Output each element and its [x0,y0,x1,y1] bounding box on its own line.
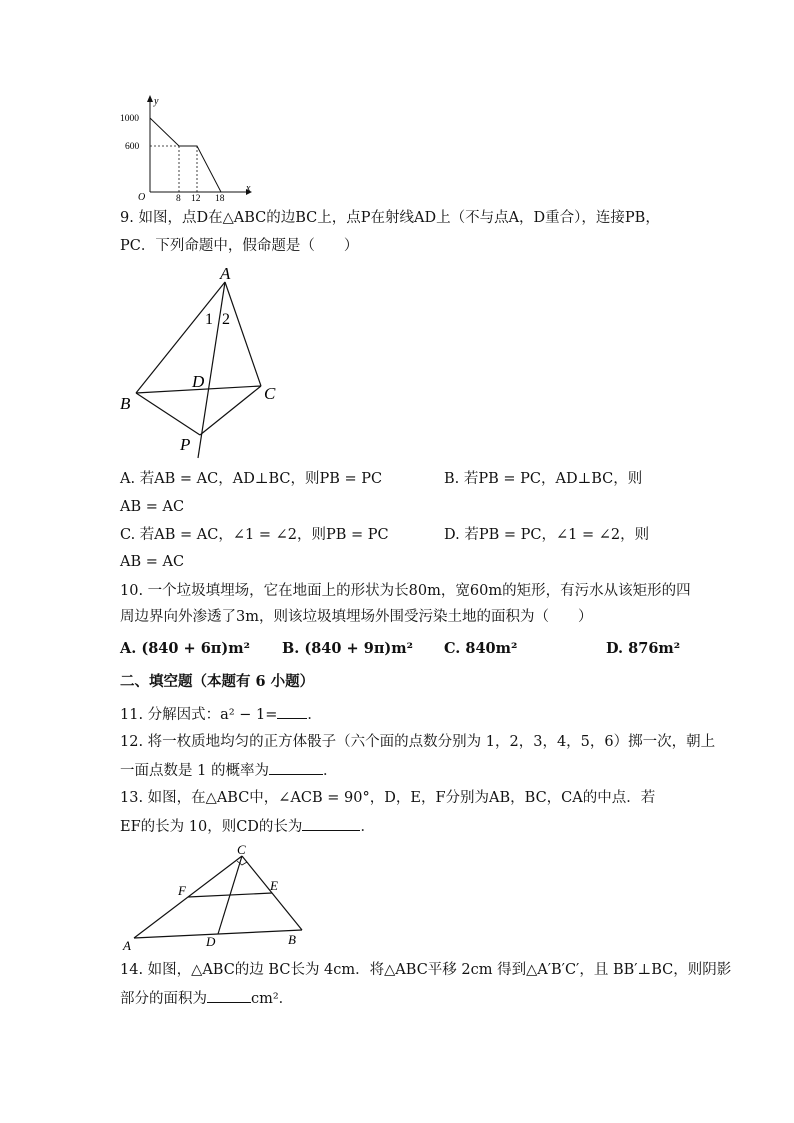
q10-option-c: C. 840m² [444,640,518,657]
q11-text: 11. 分解因式：a² − 1= [120,707,278,723]
y-axis-label: y [154,96,159,107]
q13-triangle-figure [118,840,318,955]
q12-stem-line2 [120,760,337,781]
label-D: D [192,372,205,391]
q13-stem-line2 [120,816,375,837]
label-P: P [180,435,191,454]
y-tick-600: 600 [125,142,140,152]
q9-option-b: B. 若PB = PC，AD⊥BC，则 [444,471,643,487]
label-B: B [120,394,131,413]
q9-option-b-cont: AB = AC [120,499,185,515]
q9-stem-line2: PC．下列命题中，假命题是（ ） [120,238,359,254]
line-graph-figure [118,92,258,202]
y-tick-1000: 1000 [120,114,139,124]
q9-option-d: D. 若PB = PC，∠1 = ∠2，则 [444,527,650,543]
q11-stem [120,704,322,725]
segment-PB [136,393,200,435]
q9-option-d-cont: AB = AC [120,554,185,570]
q14-text: 部分的面积为 [120,991,207,1007]
q13-stem-line1: 13. 如图，在△ABC中，∠ACB = 90°，D，E，F分别为AB，BC，CA的中点．若 [120,790,656,806]
x-tick-8: 8 [176,194,181,202]
q12-end: ． [322,763,338,779]
segment-PC [200,386,261,435]
q9-option-c: C. 若AB = AC，∠1 = ∠2，则PB = PC [120,527,389,543]
label-E: E [270,878,278,893]
q10-option-d: D. 876m² [606,640,681,657]
q13-text: EF的长为 10，则CD的长为 [120,819,303,835]
q11-answer-blank[interactable] [277,704,307,719]
label-C: C [237,842,246,857]
q10-stem-line1: 10. 一个垃圾填埋场，它在地面上的形状为长80m，宽60m的矩形，有污水从该矩形的四 [120,583,691,599]
q14-stem-line2 [120,988,293,1009]
segment-AC [225,282,261,386]
segment-AB [136,282,225,393]
q10-stem-line2: 周边界向外渗透了3m，则该垃圾填埋场外围受污染土地的面积为（ ） [120,609,593,625]
graph-polyline [150,118,221,192]
q9-triangle-figure [116,262,296,462]
q12-answer-blank[interactable] [269,760,323,775]
x-tick-18: 18 [215,194,225,202]
q14-answer-blank[interactable] [207,988,251,1003]
label-F: F [178,883,186,898]
x-axis-label: x [246,183,251,194]
right-angle-mark [237,861,247,865]
x-tick-12: 12 [191,194,201,202]
y-axis-arrow [147,95,153,102]
q13-end: ． [360,819,375,835]
q13-answer-blank[interactable] [302,816,360,831]
label-C: C [264,384,276,403]
label-A: A [220,264,231,283]
q10-option-b: B. (840 + 9π)m² [282,640,413,657]
label-D: D [206,934,216,949]
label-angle1: 1 [205,311,213,328]
label-angle2: 2 [222,311,230,328]
label-A: A [123,938,131,953]
q12-stem-line1: 12. 将一枚质地均匀的正方体骰子（六个面的点数分别为 1，2，3，4，5，6）掷一次，朝上 [120,734,716,750]
q9-stem-line1: 9. 如图，点D在△ABC的边BC上，点P在射线AD上（不与点A，D重合），连接PB， [120,210,660,226]
q12-text: 一面点数是 1 的概率为 [120,763,269,779]
ray-AD [198,282,225,458]
q10-option-a: A. (840 + 6π)m² [120,640,250,657]
origin-label: O [138,192,146,202]
q14-stem-line1: 14. 如图，△ABC的边 BC长为 4cm．将△ABC平移 2cm 得到△A′B′C′，且 BB′⊥BC，则阴影 [120,962,732,978]
q11-end: ． [307,707,322,723]
q14-unit: cm²． [251,991,294,1007]
section-2-title: 二、填空题（本题有 6 小题） [120,673,315,690]
label-B: B [288,932,296,947]
q9-option-a: A. 若AB = AC，AD⊥BC，则PB = PC [120,471,383,487]
